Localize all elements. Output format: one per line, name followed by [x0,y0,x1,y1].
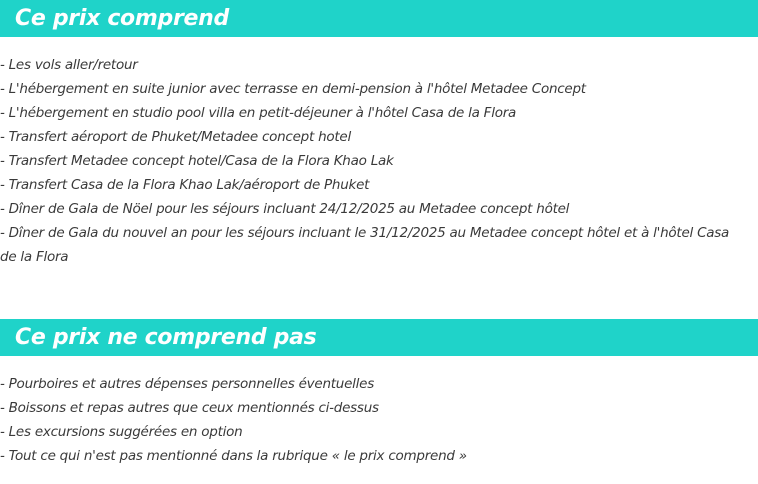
excluded-section-title: Ce prix ne comprend pas [15,324,317,350]
included-item-new-year-gala-dinner: - Dîner de Gala du nouvel an pour les séjours incluant le 31/12/2025 au Metadee concept hôtel et à l'hôtel Casa de la Flora [0,225,730,265]
included-section-header [0,0,758,37]
included-item-christmas-gala-dinner: - Dîner de Gala de Nöel pour les séjours incluant 24/12/2025 au Metadee concept hôtel [0,201,570,217]
included-item-transfer-airport-metadee: - Transfert aéroport de Phuket/Metadee concept hotel [0,129,351,145]
included-item-casa-flora-accommodation: - L'hébergement en studio pool villa en petit-déjeuner à l'hôtel Casa de la Flora [0,105,517,121]
included-item-transfer-metadee-casa-flora: - Transfert Metadee concept hotel/Casa de la Flora Khao Lak [0,153,394,169]
excluded-section-header [0,319,758,356]
excluded-item-drinks-meals: - Boissons et repas autres que ceux mentionnés ci-dessus [0,400,379,416]
excluded-item-tips-expenses: - Pourboires et autres dépenses personnelles éventuelles [0,376,375,392]
included-item-transfer-casa-flora-airport: - Transfert Casa de la Flora Khao Lak/aéroport de Phuket [0,177,370,193]
included-item-metadee-accommodation: - L'hébergement en suite junior avec terrasse en demi-pension à l'hôtel Metadee Concept [0,81,586,97]
excluded-item-not-mentioned: - Tout ce qui n'est pas mentionné dans la rubrique « le prix comprend » [0,448,467,464]
included-items-list [0,53,744,269]
included-section-title: Ce prix comprend [15,5,229,31]
excluded-items-list [0,372,744,468]
excluded-item-optional-excursions: - Les excursions suggérées en option [0,424,243,440]
included-item-flights: - Les vols aller/retour [0,57,138,73]
